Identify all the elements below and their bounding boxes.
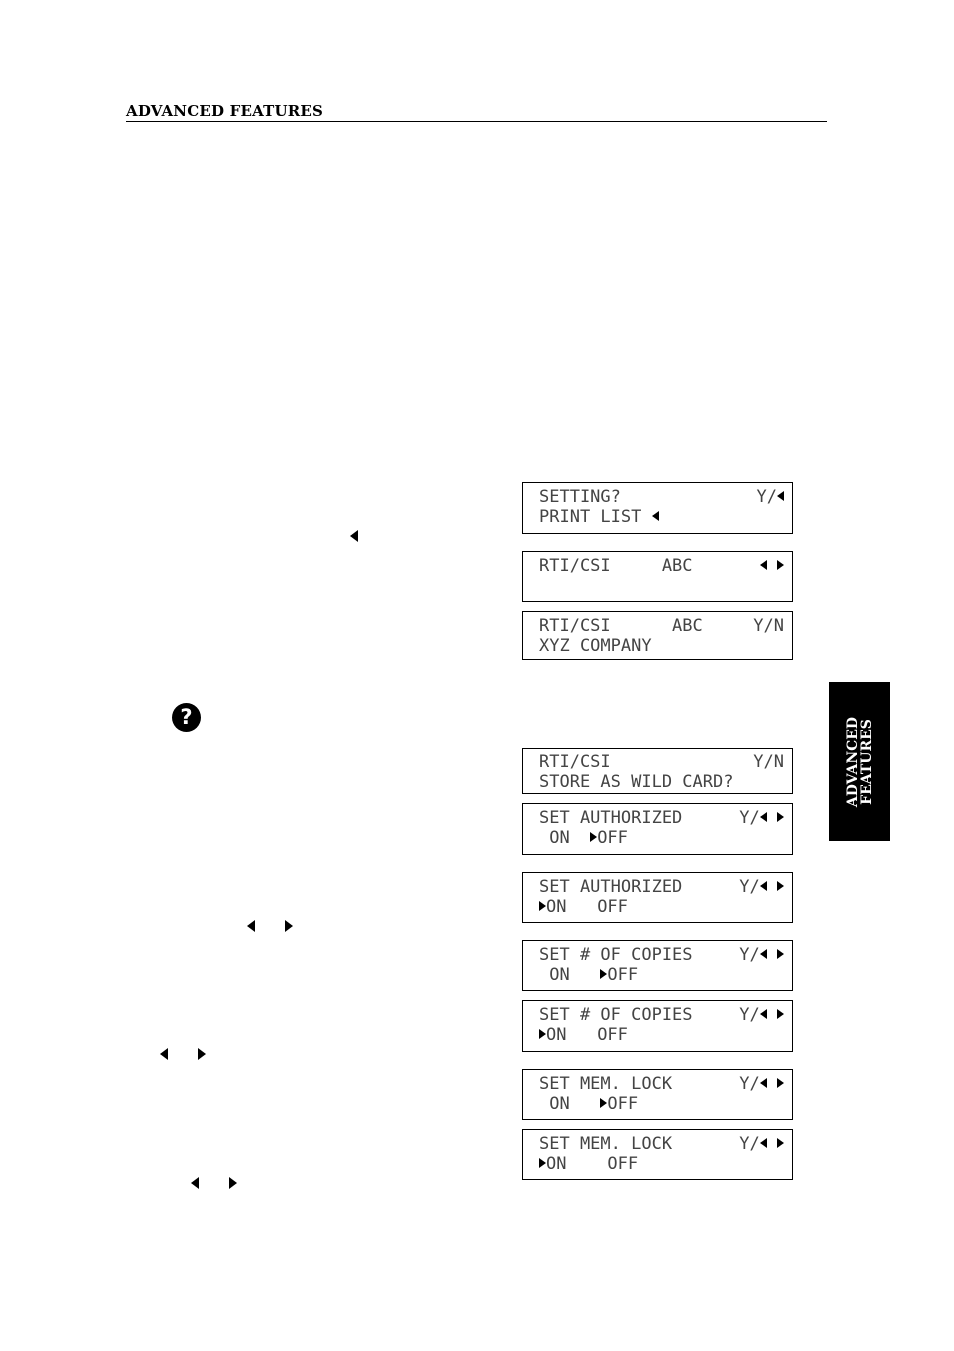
- lcd-line-1: [539, 556, 784, 576]
- lcd-display: [522, 611, 793, 660]
- help-icon: ?: [172, 703, 201, 732]
- left-arrow-icon: [760, 1138, 767, 1148]
- left-arrow-icon: [760, 560, 767, 570]
- right-arrow-icon: [777, 881, 784, 891]
- right-arrow-icon: [539, 901, 546, 911]
- lcd-line-1: [539, 752, 784, 772]
- lcd-line-1-text: SET MEM. LOCK: [539, 1134, 673, 1154]
- lcd-display: [522, 1000, 793, 1052]
- lcd-line-1-status: Y/N: [753, 616, 784, 636]
- lcd-display: [522, 940, 793, 991]
- section-tab-line1: ADVANCED: [844, 716, 861, 807]
- lcd-line-2-text: ON OFF: [539, 1094, 639, 1114]
- lcd-line-1-status: Y/: [757, 487, 784, 507]
- lcd-display: [522, 482, 793, 534]
- lcd-line-1: [539, 487, 784, 507]
- lcd-line-1: [539, 1074, 784, 1094]
- lcd-line-1-status: Y/: [739, 1005, 784, 1025]
- right-arrow-icon: [777, 1138, 784, 1148]
- lcd-line-2: [539, 576, 784, 596]
- page-header: ADVANCED FEATURES: [126, 102, 827, 122]
- lcd-line-2: [539, 965, 784, 985]
- lcd-line-2: [539, 1154, 784, 1174]
- left-arrow-icon: [652, 511, 659, 521]
- lcd-display: [522, 551, 793, 602]
- lcd-line-1-status: Y/N: [753, 752, 784, 772]
- lcd-line-1: [539, 945, 784, 965]
- lcd-display: [522, 748, 793, 794]
- lcd-display: [522, 1069, 793, 1120]
- right-arrow-icon: [539, 1158, 546, 1168]
- lcd-line-2-text: STORE AS WILD CARD?: [539, 772, 734, 792]
- lcd-display: [522, 1129, 793, 1180]
- left-arrow-key-icon: [247, 920, 255, 932]
- lcd-line-1-text: RTI/CSI ABC: [539, 616, 703, 636]
- lcd-line-1: [539, 877, 784, 897]
- section-tab-label: [846, 716, 874, 806]
- left-arrow-icon: [760, 1078, 767, 1088]
- right-arrow-icon: [539, 1029, 546, 1039]
- left-arrow-icon: [760, 1009, 767, 1019]
- lcd-line-1-text: SETTING?: [539, 487, 621, 507]
- right-arrow-icon: [777, 560, 784, 570]
- lcd-line-1-text: SET AUTHORIZED: [539, 808, 683, 828]
- lcd-line-1-status: Y/: [739, 1134, 784, 1154]
- left-arrow-key-icon: [191, 1177, 199, 1189]
- lcd-line-1-text: SET AUTHORIZED: [539, 877, 683, 897]
- section-tab-line2: FEATURES: [858, 718, 875, 805]
- right-arrow-key-icon: [198, 1048, 206, 1060]
- lcd-line-1: [539, 1134, 784, 1154]
- lcd-line-1: [539, 616, 784, 636]
- lcd-line-2: [539, 507, 784, 527]
- lcd-line-1-status: Y/: [739, 877, 784, 897]
- section-tab: [829, 682, 890, 841]
- lcd-line-1: [539, 808, 784, 828]
- lcd-line-2: [539, 636, 784, 656]
- lcd-line-2: [539, 828, 784, 848]
- lcd-display: [522, 803, 793, 855]
- lcd-line-2: [539, 1094, 784, 1114]
- right-arrow-key-icon: [229, 1177, 237, 1189]
- right-arrow-icon: [777, 812, 784, 822]
- lcd-line-1-status: Y/: [739, 945, 784, 965]
- right-arrow-icon: [777, 949, 784, 959]
- lcd-line-2: [539, 1025, 784, 1045]
- lcd-line-2: [539, 772, 784, 792]
- left-arrow-icon: [760, 949, 767, 959]
- left-arrow-key-icon: [350, 530, 358, 542]
- lcd-line-2-text: ON OFF: [539, 1154, 638, 1174]
- lcd-line-1-text: RTI/CSI: [539, 752, 611, 772]
- lcd-line-2-text: ON OFF: [539, 897, 628, 917]
- lcd-line-1: [539, 1005, 784, 1025]
- lcd-line-1-status: Y/: [739, 808, 784, 828]
- lcd-line-1-status: Y/: [739, 1074, 784, 1094]
- left-arrow-icon: [760, 812, 767, 822]
- left-arrow-key-icon: [160, 1048, 168, 1060]
- lcd-line-2-text: PRINT LIST: [539, 507, 659, 527]
- lcd-line-1-text: RTI/CSI ABC: [539, 556, 693, 576]
- lcd-line-2-text: XYZ COMPANY: [539, 636, 652, 656]
- right-arrow-icon: [777, 1078, 784, 1088]
- lcd-display: [522, 872, 793, 923]
- lcd-line-2: [539, 897, 784, 917]
- lcd-line-1-text: SET # OF COPIES: [539, 945, 693, 965]
- lcd-line-2-text: ON OFF: [539, 828, 628, 848]
- right-arrow-icon: [777, 1009, 784, 1019]
- left-arrow-icon: [777, 491, 784, 501]
- lcd-line-2-text: ON OFF: [539, 1025, 628, 1045]
- right-arrow-key-icon: [285, 920, 293, 932]
- lcd-line-1-text: SET MEM. LOCK: [539, 1074, 673, 1094]
- left-arrow-icon: [760, 881, 767, 891]
- lcd-line-2-text: ON OFF: [539, 965, 639, 985]
- lcd-line-1-status: [760, 556, 784, 576]
- lcd-line-1-text: SET # OF COPIES: [539, 1005, 693, 1025]
